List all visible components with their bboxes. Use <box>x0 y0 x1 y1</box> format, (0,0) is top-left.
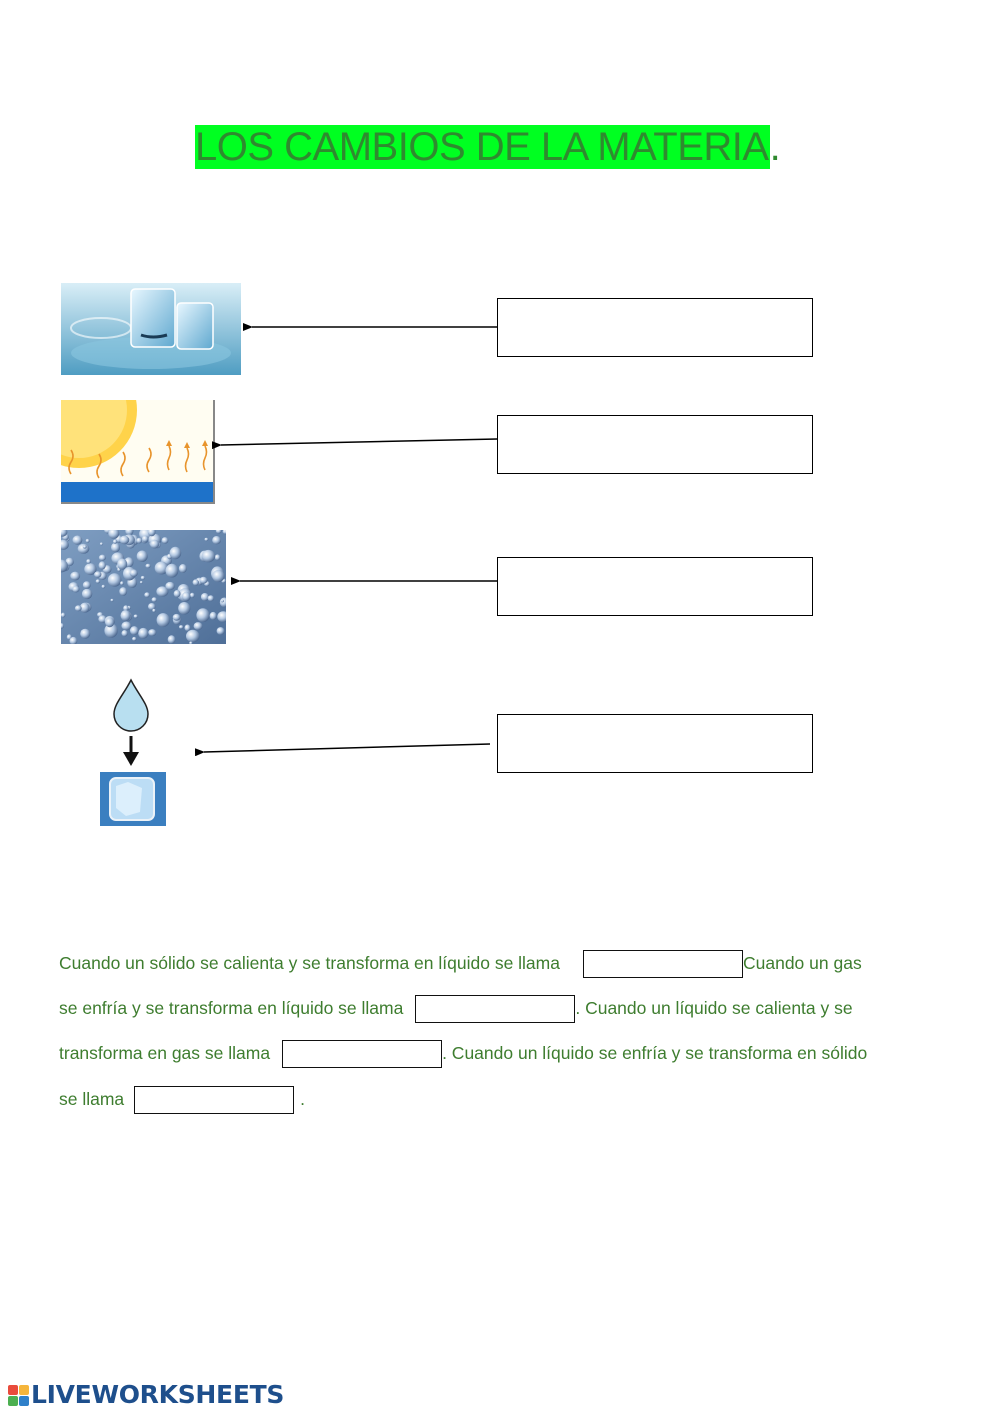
water-drop <box>190 593 195 598</box>
water-drop <box>121 622 131 631</box>
water-drop <box>100 542 103 545</box>
water-drop <box>185 625 191 632</box>
water-drop <box>132 637 136 641</box>
paragraph-line-1 <box>59 948 862 978</box>
water-drop <box>196 608 209 622</box>
worksheet-title <box>195 118 780 176</box>
answer-box-4[interactable] <box>497 714 813 773</box>
water-drop <box>215 554 221 560</box>
water-drop <box>83 581 91 589</box>
line4-text-a: se llama <box>59 1089 125 1109</box>
water-drop <box>61 613 65 618</box>
water-drop <box>82 589 92 599</box>
water-drop <box>210 612 217 620</box>
water-drop <box>73 536 83 545</box>
water-drop <box>162 537 169 544</box>
line1-text-b: Cuando un gas <box>742 953 862 973</box>
water-drop <box>144 592 150 597</box>
water-drop <box>178 602 190 615</box>
water-drop <box>86 559 91 564</box>
water-drop <box>122 630 128 637</box>
water-drop <box>99 555 106 561</box>
water-drop <box>217 627 225 635</box>
water-drop <box>136 538 142 544</box>
line2-text-b: . Cuando un líquido se calienta y se <box>575 998 853 1018</box>
water-drop <box>201 593 209 601</box>
ice-cubes-image <box>61 283 241 375</box>
paragraph-line-2 <box>59 993 853 1023</box>
water-drop <box>166 564 179 578</box>
blank-condensation[interactable] <box>415 995 575 1023</box>
evaporation-sun-image <box>61 400 215 504</box>
water-drop <box>72 586 79 593</box>
water-drop <box>120 536 130 545</box>
title-period: . <box>769 125 781 169</box>
water-drop <box>152 609 155 613</box>
answer-box-2[interactable] <box>497 415 813 474</box>
water-drop <box>75 605 82 611</box>
water-drop <box>80 629 90 639</box>
line3-text-a: transforma en gas se llama <box>59 1043 271 1063</box>
water-drop <box>221 600 224 603</box>
paragraph-line-3 <box>59 1038 867 1068</box>
arrow-4 <box>204 744 490 752</box>
water-droplets-image <box>61 530 226 644</box>
water-drop <box>121 610 131 621</box>
water-drop <box>150 540 159 549</box>
water-drop <box>142 536 149 543</box>
paragraph-line-4 <box>59 1084 305 1114</box>
water-drop <box>200 577 208 584</box>
water-drop <box>157 613 170 627</box>
water-drop <box>117 559 127 570</box>
answer-box-1[interactable] <box>497 298 813 357</box>
water-drop <box>208 595 214 601</box>
water-drop <box>173 614 181 621</box>
water-drop <box>94 571 101 577</box>
logo-squares-icon <box>8 1385 29 1406</box>
water-drop <box>179 625 183 629</box>
line1-text-a: Cuando un sólido se calienta y se transforma en líquido se llama <box>59 953 560 973</box>
water-drop <box>86 539 90 543</box>
water-drop <box>168 635 176 644</box>
water-drop <box>186 630 200 643</box>
water-drop <box>78 544 90 554</box>
freezing-drop-image <box>98 676 168 828</box>
water-drop <box>119 587 127 596</box>
water-drop <box>99 561 106 569</box>
water-drop <box>134 615 138 619</box>
logo-text: LIVEWORKSHEETS <box>31 1380 285 1409</box>
water-drop <box>179 564 187 573</box>
water-drop <box>165 582 174 590</box>
water-drop <box>146 564 151 568</box>
water-drop <box>111 599 114 602</box>
water-drop <box>105 617 114 627</box>
blank-solidification[interactable] <box>134 1086 294 1114</box>
water-drop <box>96 579 100 583</box>
arrow-2 <box>221 439 497 445</box>
water-drop <box>138 628 148 639</box>
water-drop <box>140 581 143 584</box>
title-highlight: LOS CAMBIOS DE LA MATERIA <box>195 125 769 169</box>
water-drop <box>194 622 203 630</box>
water-drop <box>102 585 106 589</box>
water-drop <box>83 545 87 549</box>
water-drop <box>202 550 216 562</box>
water-drop <box>212 570 224 582</box>
water-drop <box>193 579 199 585</box>
water-drop <box>70 572 80 581</box>
water-drop <box>212 536 221 544</box>
blank-fusion[interactable] <box>583 950 743 978</box>
water-drop <box>130 626 139 635</box>
water-drop <box>205 538 209 541</box>
water-drop <box>137 551 148 562</box>
line3-text-b: . Cuando un líquido se enfría y se transforma en sólido <box>442 1043 868 1063</box>
line4-text-b: . <box>300 1089 306 1109</box>
water-drop <box>108 573 122 586</box>
water-drop <box>120 581 124 585</box>
line2-text-a: se enfría y se transforma en líquido se llama <box>59 998 404 1018</box>
answer-box-3[interactable] <box>497 557 813 616</box>
water-drop <box>174 590 181 597</box>
water-drop <box>182 592 191 601</box>
water-drop <box>152 597 157 602</box>
water-drop <box>111 543 120 553</box>
water-drop <box>130 569 138 576</box>
liveworksheets-logo[interactable] <box>8 1381 284 1409</box>
water-drop <box>170 547 182 559</box>
water-drop <box>141 576 145 580</box>
water-drop <box>113 540 117 544</box>
water-drop <box>148 629 156 636</box>
blank-evaporation[interactable] <box>282 1040 442 1068</box>
